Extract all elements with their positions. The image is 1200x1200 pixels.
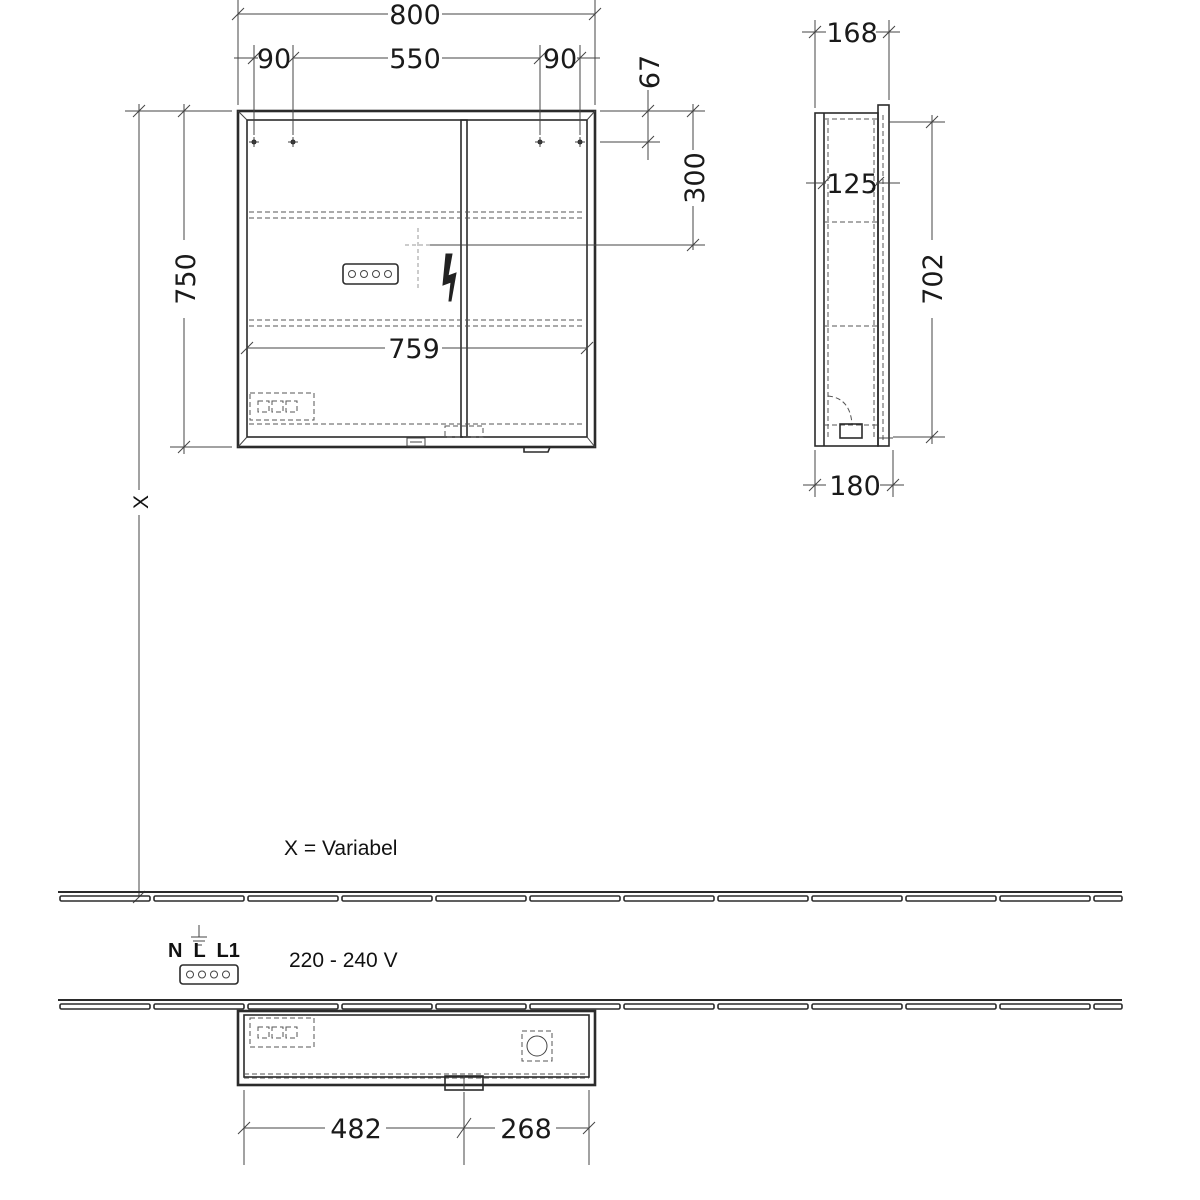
dim-side-offset-left: 90 <box>256 44 292 75</box>
hinge-marker <box>249 137 585 147</box>
top-view-dimensions <box>238 1090 595 1165</box>
wall-band-bottom <box>58 1000 1122 1009</box>
front-view <box>238 111 595 452</box>
dim-total-height: 750 <box>171 253 202 305</box>
dim-total-width: 800 <box>389 0 441 31</box>
legend-terminal-block <box>180 965 238 984</box>
lightning-bolt-icon <box>443 254 456 301</box>
voltage-label: 220 - 240 V <box>289 949 398 972</box>
dim-socket-height: 300 <box>680 152 711 204</box>
dim-top-offset: 67 <box>635 54 666 90</box>
terminal-block <box>343 264 398 284</box>
dim-side-offset-right: 90 <box>542 44 578 75</box>
dim-inner-height: 702 <box>918 253 949 305</box>
front-dimensions <box>125 0 711 903</box>
dim-inner-width: 759 <box>388 334 440 365</box>
wall-band-top <box>58 892 1122 901</box>
x-marker: X <box>130 494 153 510</box>
dim-bottom-right: 268 <box>500 1114 552 1145</box>
electrical-legend <box>168 925 398 984</box>
dim-shelf-depth: 125 <box>826 169 878 200</box>
top-view <box>238 1011 595 1090</box>
dim-hinge-spacing: 550 <box>389 44 441 75</box>
dim-bottom-left: 482 <box>330 1114 382 1145</box>
dim-depth-bottom: 180 <box>829 471 881 502</box>
dim-depth-top: 168 <box>826 18 878 49</box>
x-variable-note: X = Variabel <box>284 837 398 860</box>
terminal-letters: N L L1 <box>168 940 240 962</box>
side-view <box>815 105 893 446</box>
